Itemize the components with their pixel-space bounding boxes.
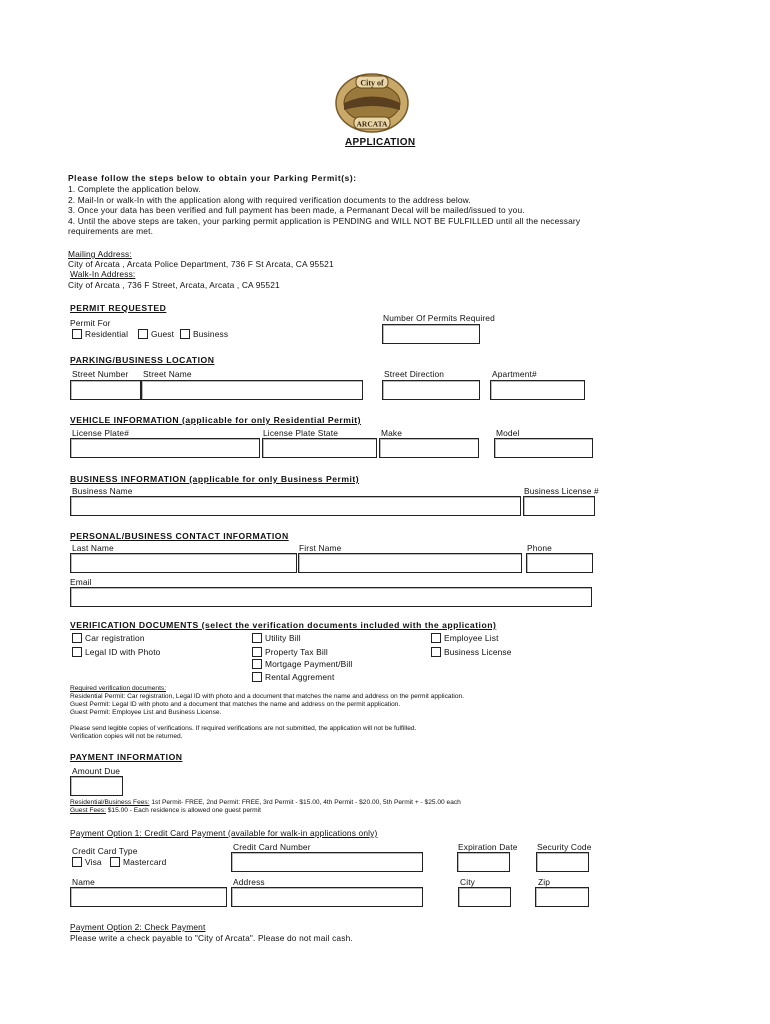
- business-license-option[interactable]: Business License: [431, 647, 512, 657]
- residential-fees: Residential/Business Fees: 1st Permit- FREE, 2nd Permit: FREE, 3rd Permit - $15.00, 4th Permit - $20.00, 5th Permit + - $25.00 each: [70, 799, 461, 806]
- address-field[interactable]: [231, 887, 423, 907]
- checkbox[interactable]: [252, 672, 262, 682]
- card-number-label: Credit Card Number: [233, 842, 311, 852]
- amount-due-field[interactable]: [70, 776, 123, 796]
- city-field[interactable]: [458, 887, 511, 907]
- vehicle-heading: VEHICLE INFORMATION (applicable for only Residential Permit): [70, 415, 362, 425]
- security-code-field[interactable]: [536, 852, 589, 872]
- expiration-label: Expiration Date: [458, 842, 518, 852]
- walkin-address-value: City of Arcata , 736 F Street, Arcata, Arcata , CA 95521: [68, 280, 280, 290]
- card-number-field[interactable]: [231, 852, 423, 872]
- last-name-label: Last Name: [72, 543, 114, 553]
- permit-guest-option[interactable]: Guest: [138, 329, 174, 339]
- mailing-address-value: City of Arcata , Arcata Police Department, 736 F St Arcata, CA 95521: [68, 259, 334, 269]
- checkbox[interactable]: [138, 329, 148, 339]
- checkbox[interactable]: [431, 633, 441, 643]
- business-heading: BUSINESS INFORMATION (applicable for only Business Permit): [70, 474, 360, 484]
- mortgage-option[interactable]: Mortgage Payment/Bill: [252, 659, 352, 669]
- zip-label: Zip: [538, 877, 551, 887]
- mastercard-option[interactable]: Mastercard: [110, 857, 166, 867]
- checkbox[interactable]: [72, 647, 82, 657]
- street-number-label: Street Number: [72, 369, 129, 379]
- permit-for-label: Permit For: [70, 318, 111, 328]
- first-name-label: First Name: [299, 543, 342, 553]
- mailing-address-label: Mailing Address:: [68, 249, 132, 259]
- first-name-field[interactable]: [298, 553, 522, 573]
- checkbox[interactable]: [72, 633, 82, 643]
- business-name-label: Business Name: [72, 486, 133, 496]
- street-name-field[interactable]: [141, 380, 363, 400]
- phone-field[interactable]: [526, 553, 593, 573]
- required-docs-label: Required verification documents:: [70, 685, 167, 692]
- number-of-permits-label: Number Of Permits Required: [383, 313, 495, 323]
- rental-agreement-option[interactable]: Rental Aggrement: [252, 672, 334, 682]
- card-type-label: Credit Card Type: [72, 846, 138, 856]
- required-docs-line: Residential Permit: Car registration, Legal ID with photo and a document that matches the name and address on the permit application.: [70, 693, 465, 700]
- property-tax-option[interactable]: Property Tax Bill: [252, 647, 328, 657]
- payment-heading: PAYMENT INFORMATION: [70, 752, 183, 762]
- permit-residential-option[interactable]: Residential: [72, 329, 128, 339]
- verification-note: Please send legible copies of verifications. If required verifications are not submitted, the application will not be fulfilled.: [70, 725, 417, 732]
- street-number-field[interactable]: [70, 380, 141, 400]
- name-field[interactable]: [70, 887, 227, 907]
- checkbox[interactable]: [110, 857, 120, 867]
- payment-option1-heading: Payment Option 1: Credit Card Payment (available for walk-in applications only): [70, 828, 378, 838]
- street-direction-field[interactable]: [382, 380, 480, 400]
- city-logo: [334, 72, 410, 139]
- intro-heading: Please follow the steps below to obtain your Parking Permit(s):: [68, 173, 357, 183]
- contact-heading: PERSONAL/BUSINESS CONTACT INFORMATION: [70, 531, 289, 541]
- payment-option2-text: Please write a check payable to "City of Arcata". Please do not mail cash.: [70, 933, 353, 943]
- required-docs-line: Guest Permit: Legal ID with photo and a document that matches the name and address on the permit application.: [70, 701, 401, 708]
- employee-list-option[interactable]: Employee List: [431, 633, 499, 643]
- number-of-permits-field[interactable]: [382, 324, 480, 344]
- security-code-label: Security Code: [537, 842, 592, 852]
- intro-step: 4. Until the above steps are taken, your parking permit application is PENDING and WILL NOT BE FULFILLED until all the necessary: [68, 216, 581, 226]
- page-title: APPLICATION: [345, 137, 416, 148]
- checkbox[interactable]: [431, 647, 441, 657]
- utility-bill-option[interactable]: Utility Bill: [252, 633, 301, 643]
- expiration-field[interactable]: [457, 852, 510, 872]
- license-plate-field[interactable]: [70, 438, 260, 458]
- checkbox[interactable]: [72, 857, 82, 867]
- apartment-field[interactable]: [490, 380, 585, 400]
- verification-heading: VERIFICATION DOCUMENTS (select the verification documents included with the application): [70, 620, 497, 630]
- phone-label: Phone: [527, 543, 552, 553]
- verification-note: Verification copies will not be returned.: [70, 733, 183, 740]
- make-label: Make: [381, 428, 403, 438]
- walkin-address-label: Walk-In Address:: [70, 269, 136, 279]
- visa-option[interactable]: Visa: [72, 857, 102, 867]
- street-name-label: Street Name: [143, 369, 192, 379]
- name-label: Name: [72, 877, 95, 887]
- logo-top-text: City of: [360, 78, 384, 88]
- email-field[interactable]: [70, 587, 592, 607]
- zip-field[interactable]: [535, 887, 589, 907]
- license-plate-state-label: License Plate State: [263, 428, 339, 438]
- car-registration-option[interactable]: Car registration: [72, 633, 145, 643]
- apartment-label: Apartment#: [492, 369, 537, 379]
- amount-due-label: Amount Due: [72, 766, 121, 776]
- location-heading: PARKING/BUSINESS LOCATION: [70, 355, 215, 365]
- business-name-field[interactable]: [70, 496, 521, 516]
- intro-step: requirements are met.: [68, 226, 154, 236]
- model-label: Model: [496, 428, 520, 438]
- intro-step: 2. Mail-In or walk-In with the application along with required verification documents to the address below.: [68, 195, 471, 205]
- city-label: City: [460, 877, 476, 887]
- legal-id-option[interactable]: Legal ID with Photo: [72, 647, 160, 657]
- checkbox[interactable]: [72, 329, 82, 339]
- checkbox[interactable]: [252, 633, 262, 643]
- business-license-field[interactable]: [523, 496, 595, 516]
- checkbox[interactable]: [180, 329, 190, 339]
- license-plate-state-field[interactable]: [262, 438, 377, 458]
- address-label: Address: [233, 877, 265, 887]
- make-field[interactable]: [379, 438, 479, 458]
- last-name-field[interactable]: [70, 553, 297, 573]
- payment-option2-heading: Payment Option 2: Check Payment: [70, 922, 206, 932]
- permit-heading: PERMIT REQUESTED: [70, 303, 167, 313]
- street-direction-label: Street Direction: [384, 369, 445, 379]
- email-label: Email: [70, 577, 92, 587]
- permit-business-option[interactable]: Business: [180, 329, 228, 339]
- intro-step: 3. Once your data has been verified and full payment has been made, a Permanant Decal will be mailed/issued to you.: [68, 205, 525, 215]
- checkbox[interactable]: [252, 659, 262, 669]
- intro-step: 1. Complete the application below.: [68, 184, 201, 194]
- model-field[interactable]: [494, 438, 593, 458]
- business-license-label: Business License #: [524, 486, 599, 496]
- guest-fees: Guest Fees: $15.00 - Each residence is allowed one guest permit: [70, 807, 261, 814]
- logo-bottom-text: ARCATA: [356, 119, 388, 129]
- required-docs-line: Guest Permit: Employee List and Business License.: [70, 709, 222, 716]
- checkbox[interactable]: [252, 647, 262, 657]
- license-plate-label: License Plate#: [72, 428, 130, 438]
